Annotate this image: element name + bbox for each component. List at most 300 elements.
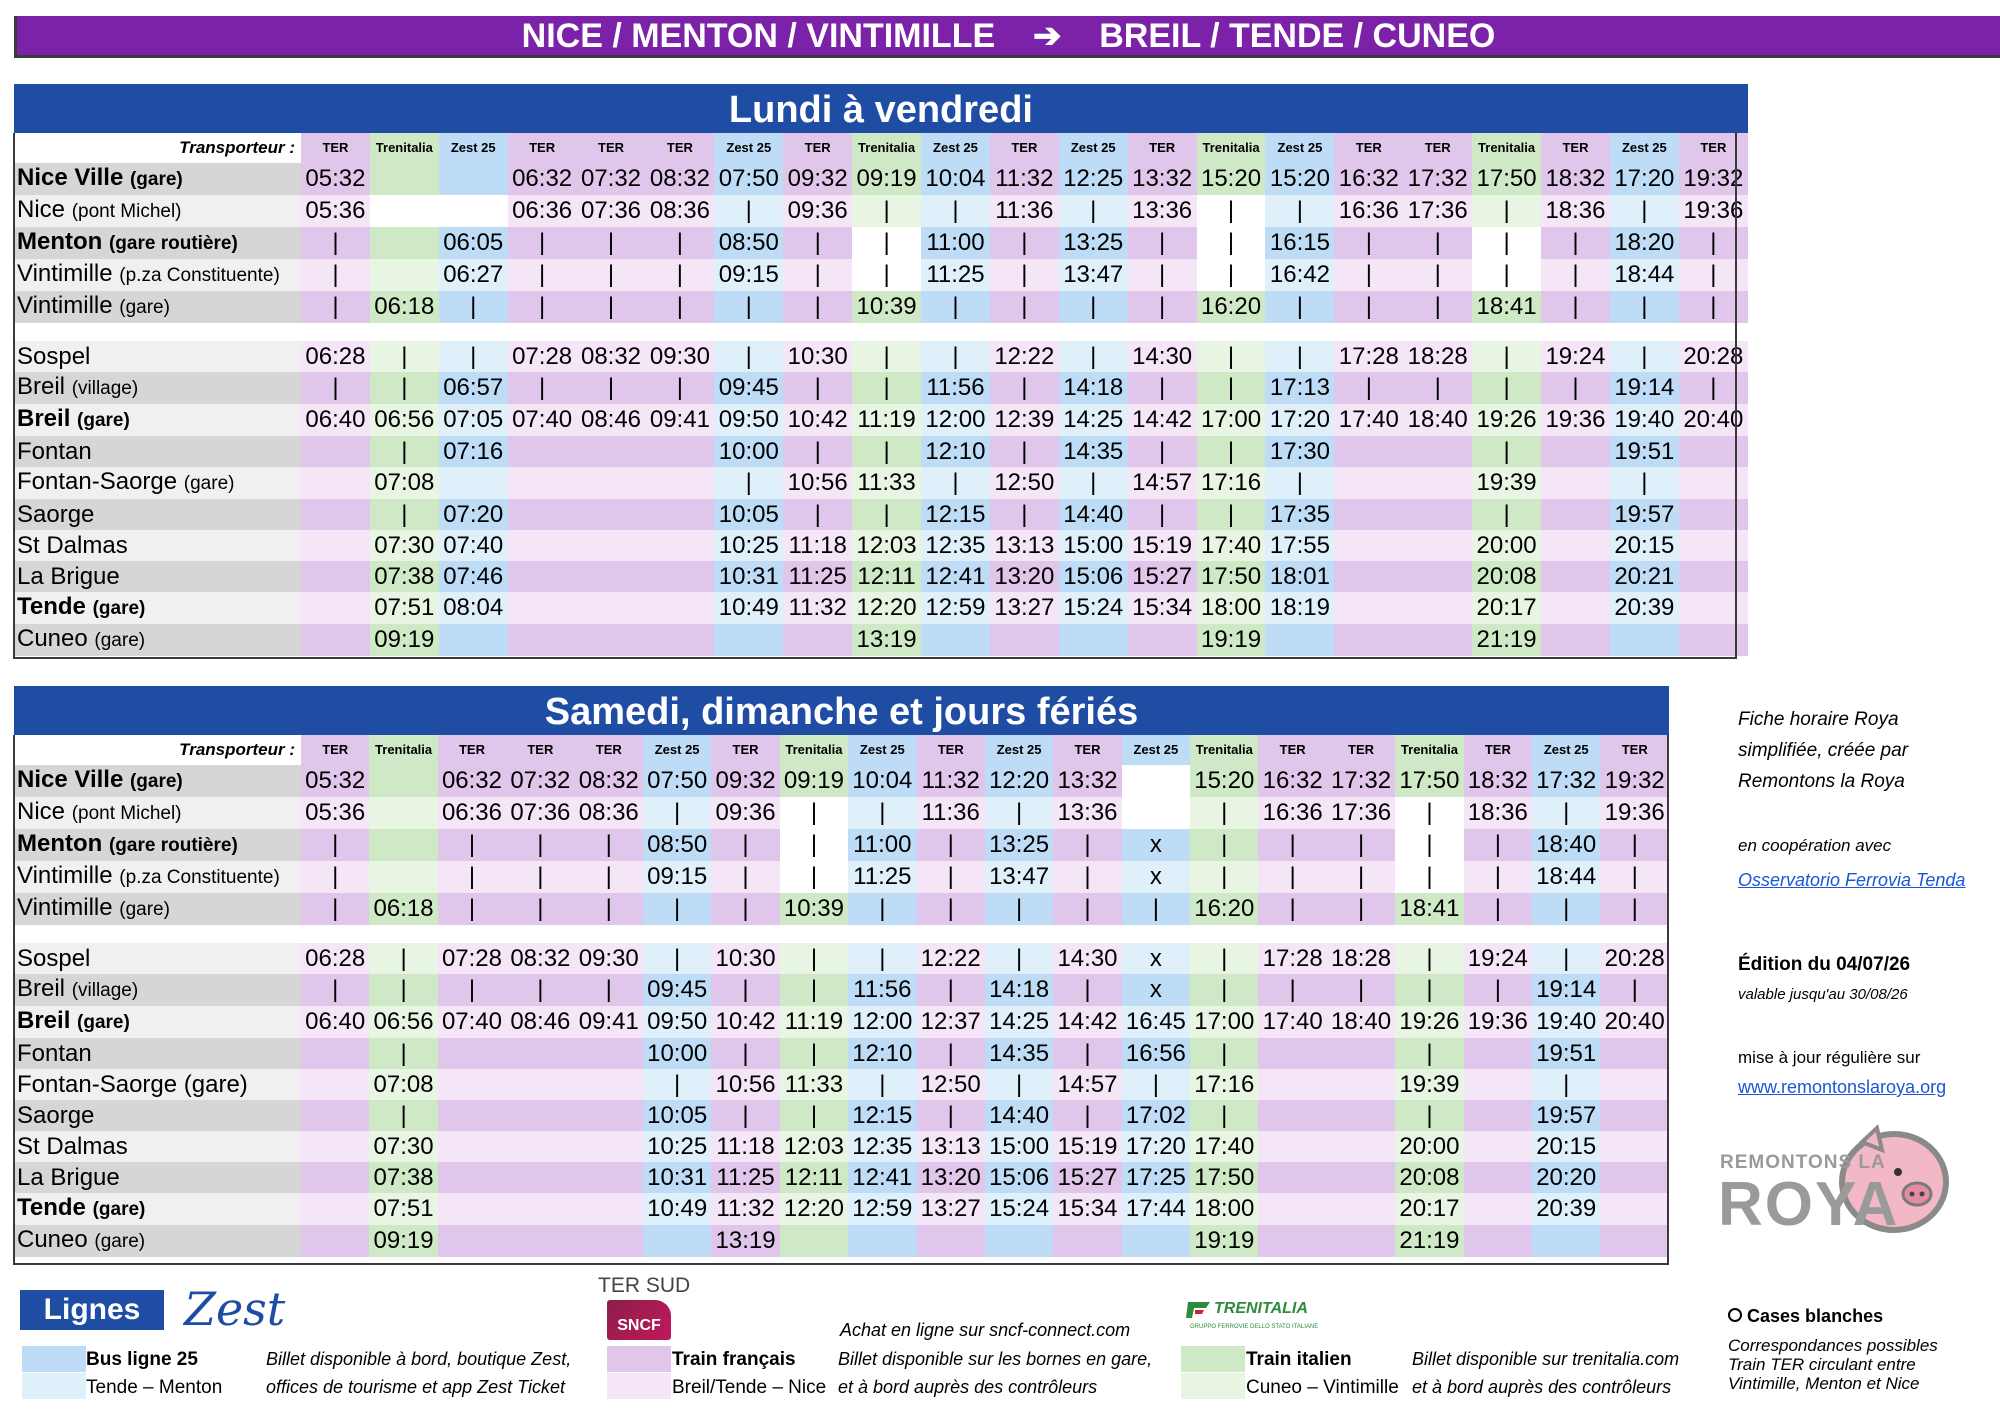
time-cell: 14:40	[985, 1100, 1053, 1131]
time-cell: 07:20	[439, 499, 508, 530]
credit-line-1: Fiche horaire Roya	[1738, 709, 1899, 730]
trenitalia-subtitle: GRUPPO FERROVIE DELLO STATO ITALIANE	[1190, 1324, 1319, 1330]
time-cell: 10:00	[714, 436, 783, 467]
station-label: Vintimille	[17, 862, 113, 889]
time-cell	[439, 195, 508, 227]
time-cell: 19:24	[1541, 341, 1610, 372]
time-cell: 20:17	[1472, 592, 1541, 624]
time-cell: |	[1532, 797, 1600, 829]
time-cell: |	[1532, 1069, 1600, 1100]
online-purchase: Achat en ligne sur sncf-connect.com	[840, 1320, 1131, 1340]
station-row	[14, 436, 1748, 467]
station-row	[14, 372, 1748, 404]
time-cell: |	[1610, 467, 1679, 499]
station-row	[14, 829, 1669, 861]
coop-link[interactable]: Osservatorio Ferrovia Tenda	[1738, 870, 1966, 890]
time-cell	[577, 624, 646, 656]
station-detail: (gare)	[77, 1012, 130, 1033]
time-cell: 10:42	[711, 1006, 779, 1038]
time-cell: |	[921, 341, 990, 372]
time-cell: |	[1679, 227, 1748, 259]
time-cell: |	[780, 943, 848, 974]
station-detail: (gare)	[119, 297, 170, 318]
time-cell: |	[1472, 436, 1541, 467]
ter-legend-title: Train français	[672, 1349, 796, 1370]
time-cell: 13:47	[985, 861, 1053, 893]
time-cell: 17:40	[1197, 530, 1266, 561]
station-label: Tende	[17, 1194, 86, 1221]
time-cell: 06:28	[301, 943, 369, 974]
time-cell: 20:17	[1395, 1193, 1463, 1225]
time-cell: 10:05	[714, 499, 783, 530]
carrier-header: Zest 25	[1532, 735, 1600, 765]
trenitalia-mark-icon	[1186, 1298, 1212, 1322]
time-cell	[577, 530, 646, 561]
time-cell	[645, 436, 714, 467]
time-cell: 19:40	[1610, 404, 1679, 436]
time-cell: 17:30	[1265, 436, 1334, 467]
station-detail: (gare)	[94, 630, 146, 651]
time-cell: |	[1190, 861, 1258, 893]
station-label: Cuneo	[17, 625, 88, 652]
time-cell: 15:00	[1059, 530, 1128, 561]
carrier-header: Trenitalia	[1197, 133, 1266, 163]
station-label: Sospel	[17, 944, 91, 972]
time-cell: |	[1128, 227, 1197, 259]
time-cell: 13:32	[1053, 765, 1121, 797]
italian-swatch-light	[1181, 1373, 1245, 1399]
time-cell: |	[301, 861, 369, 893]
time-cell: |	[1334, 259, 1403, 291]
time-cell: 17:40	[1190, 1131, 1258, 1162]
time-cell: 08:32	[506, 943, 574, 974]
time-cell: 12:37	[917, 1006, 985, 1038]
time-cell	[1679, 592, 1748, 624]
legend-title: Lignes	[20, 1290, 164, 1330]
time-cell: 06:57	[439, 372, 508, 404]
time-cell: |	[1327, 861, 1395, 893]
time-cell: |	[714, 291, 783, 323]
time-cell: |	[921, 195, 990, 227]
time-cell: |	[917, 861, 985, 893]
station-label: Saorge	[17, 1101, 95, 1129]
time-cell	[577, 561, 646, 592]
station-row	[14, 259, 1748, 291]
time-cell: |	[645, 259, 714, 291]
time-cell: 21:19	[1472, 624, 1541, 656]
time-cell: |	[301, 829, 369, 861]
time-cell: 10:25	[714, 530, 783, 561]
station-detail: (gare)	[77, 410, 130, 431]
time-cell: 13:25	[1059, 227, 1128, 259]
time-cell	[575, 1225, 643, 1257]
time-cell: 12:03	[852, 530, 921, 561]
time-cell: 08:50	[714, 227, 783, 259]
time-cell: 07:51	[369, 1193, 437, 1225]
station-name	[14, 1225, 301, 1257]
time-cell: 05:36	[301, 195, 370, 227]
time-cell: 16:32	[1334, 163, 1403, 195]
time-cell: |	[1472, 372, 1541, 404]
time-cell: 18:41	[1395, 893, 1463, 925]
time-cell: |	[1053, 1100, 1121, 1131]
station-name	[14, 893, 301, 925]
time-cell: |	[1327, 974, 1395, 1006]
time-cell: 20:08	[1472, 561, 1541, 592]
time-cell	[1464, 1038, 1532, 1069]
time-cell	[508, 561, 577, 592]
time-cell: |	[1600, 974, 1669, 1006]
time-cell	[1403, 624, 1472, 656]
time-cell: 16:15	[1265, 227, 1334, 259]
time-cell: 19:26	[1472, 404, 1541, 436]
time-cell: 17:28	[1334, 341, 1403, 372]
time-cell: 17:50	[1190, 1162, 1258, 1193]
time-cell: 12:11	[780, 1162, 848, 1193]
zest-logo: Zest	[184, 1282, 286, 1336]
time-cell: 20:28	[1679, 341, 1748, 372]
carrier-header: TER	[575, 735, 643, 765]
station-row	[14, 499, 1748, 530]
time-cell: 16:36	[1334, 195, 1403, 227]
time-cell	[1541, 499, 1610, 530]
time-cell: 20:40	[1600, 1006, 1669, 1038]
station-row	[14, 1069, 1669, 1100]
station-name	[14, 467, 301, 499]
time-cell: |	[575, 974, 643, 1006]
station-row	[14, 561, 1748, 592]
time-cell: |	[1679, 372, 1748, 404]
time-cell: |	[1472, 499, 1541, 530]
time-cell: |	[711, 829, 779, 861]
time-cell: 14:35	[1059, 436, 1128, 467]
time-cell	[783, 624, 852, 656]
station-detail: (gare routière)	[108, 835, 238, 856]
time-cell	[1600, 1193, 1669, 1225]
time-cell: 15:34	[1128, 592, 1197, 624]
time-cell: 09:19	[852, 163, 921, 195]
time-cell: 17:35	[1265, 499, 1334, 530]
time-cell: 10:00	[643, 1038, 711, 1069]
time-cell: |	[1610, 291, 1679, 323]
time-cell: 11:00	[848, 829, 916, 861]
time-cell: 10:39	[852, 291, 921, 323]
time-cell	[370, 259, 439, 291]
station-label: Cuneo	[17, 1226, 88, 1253]
sncf-logo: SNCF	[607, 1300, 671, 1340]
time-cell: 09:50	[643, 1006, 711, 1038]
italian-swatch-dark	[1181, 1346, 1245, 1372]
time-cell: 09:41	[575, 1006, 643, 1038]
station-name	[14, 436, 301, 467]
time-cell: |	[370, 499, 439, 530]
time-cell	[438, 1069, 506, 1100]
time-cell	[1600, 1038, 1669, 1069]
time-cell: 20:15	[1532, 1131, 1600, 1162]
time-cell: 19:32	[1679, 163, 1748, 195]
time-cell	[1327, 1162, 1395, 1193]
carrier-header: Zest 25	[985, 735, 1053, 765]
time-cell: 11:18	[783, 530, 852, 561]
time-cell	[506, 1131, 574, 1162]
white-cells-note	[1728, 1336, 1938, 1393]
time-cell: |	[1122, 1069, 1190, 1100]
time-cell: |	[508, 227, 577, 259]
time-cell: |	[1395, 1038, 1463, 1069]
carrier-header: TER	[1334, 133, 1403, 163]
time-cell: |	[852, 259, 921, 291]
weekday-timetable	[14, 84, 1748, 656]
time-cell: |	[1197, 372, 1266, 404]
time-cell: 12:10	[921, 436, 990, 467]
time-cell	[506, 1162, 574, 1193]
time-cell: 17:00	[1197, 404, 1266, 436]
time-cell: 08:36	[645, 195, 714, 227]
station-label: Sospel	[17, 342, 91, 370]
carrier-header: TER	[438, 735, 506, 765]
time-cell: 10:04	[921, 163, 990, 195]
time-cell: 18:44	[1610, 259, 1679, 291]
website-link[interactable]: www.remontonslaroya.org	[1738, 1077, 1947, 1097]
time-cell: 16:45	[1122, 1006, 1190, 1038]
time-cell: 18:40	[1403, 404, 1472, 436]
time-cell: 17:50	[1472, 163, 1541, 195]
time-cell: |	[1265, 195, 1334, 227]
carrier-header: Zest 25	[1059, 133, 1128, 163]
station-name	[14, 1193, 301, 1225]
time-cell	[1541, 530, 1610, 561]
time-cell: |	[1059, 291, 1128, 323]
time-cell: 06:27	[439, 259, 508, 291]
station-detail: (pont Michel)	[71, 803, 182, 824]
time-cell: 17:02	[1122, 1100, 1190, 1131]
time-cell: 14:42	[1053, 1006, 1121, 1038]
time-cell	[438, 1038, 506, 1069]
time-cell: |	[852, 499, 921, 530]
station-row	[14, 765, 1669, 797]
time-cell: |	[301, 372, 370, 404]
carrier-header: Trenitalia	[369, 735, 437, 765]
time-cell: 13:19	[852, 624, 921, 656]
time-cell	[1532, 1225, 1600, 1257]
station-name	[14, 1069, 301, 1100]
carrier-header: TER	[1403, 133, 1472, 163]
time-cell: |	[711, 861, 779, 893]
station-name	[14, 163, 301, 195]
time-cell: 08:04	[439, 592, 508, 624]
time-cell	[1679, 624, 1748, 656]
time-cell: 11:32	[783, 592, 852, 624]
time-cell: |	[1128, 436, 1197, 467]
time-cell: 09:32	[711, 765, 779, 797]
carrier-header: Trenitalia	[370, 133, 439, 163]
time-cell	[714, 624, 783, 656]
time-cell: |	[1258, 861, 1326, 893]
time-cell: |	[1190, 974, 1258, 1006]
time-cell	[645, 467, 714, 499]
time-cell: |	[852, 341, 921, 372]
timetable-title: Lundi à vendredi	[14, 86, 1748, 134]
time-cell: |	[1334, 372, 1403, 404]
time-cell	[1464, 1225, 1532, 1257]
carrier-header: Zest 25	[848, 735, 916, 765]
time-cell: 11:00	[921, 227, 990, 259]
time-cell: |	[369, 943, 437, 974]
time-cell: 09:19	[369, 1225, 437, 1257]
time-cell	[1327, 1100, 1395, 1131]
time-cell: 18:01	[1265, 561, 1334, 592]
time-cell: |	[990, 291, 1059, 323]
carrier-header: TER	[783, 133, 852, 163]
time-cell	[575, 1100, 643, 1131]
time-cell: |	[1395, 829, 1463, 861]
station-label: Nice	[17, 798, 66, 825]
carrier-header: Zest 25	[1265, 133, 1334, 163]
time-cell	[1541, 624, 1610, 656]
station-row	[14, 893, 1669, 925]
time-cell	[577, 467, 646, 499]
time-cell: |	[1532, 893, 1600, 925]
time-cell: 19:19	[1197, 624, 1266, 656]
station-detail: (p.za Constituente)	[119, 265, 280, 286]
time-cell: |	[1541, 227, 1610, 259]
time-cell: |	[783, 499, 852, 530]
time-cell	[1334, 530, 1403, 561]
time-cell: |	[990, 499, 1059, 530]
time-cell: |	[1395, 943, 1463, 974]
station-detail: (gare)	[129, 771, 183, 792]
station-name	[14, 1131, 301, 1162]
time-cell	[506, 1225, 574, 1257]
time-cell: |	[1197, 341, 1266, 372]
time-cell	[506, 1100, 574, 1131]
time-cell: 06:40	[301, 404, 370, 436]
time-cell	[1059, 624, 1128, 656]
time-cell	[643, 1225, 711, 1257]
time-cell	[645, 530, 714, 561]
time-cell: 18:28	[1327, 943, 1395, 974]
time-cell: |	[783, 259, 852, 291]
time-cell: 16:56	[1122, 1038, 1190, 1069]
time-cell: 13:13	[990, 530, 1059, 561]
time-cell: 18:40	[1327, 1006, 1395, 1038]
time-cell: 17:40	[1258, 1006, 1326, 1038]
time-cell: |	[1190, 797, 1258, 829]
time-cell: 09:30	[645, 341, 714, 372]
time-cell: 19:36	[1541, 404, 1610, 436]
time-cell: |	[506, 829, 574, 861]
station-name	[14, 341, 301, 372]
carrier-header: Trenitalia	[1472, 133, 1541, 163]
time-cell: 19:24	[1464, 943, 1532, 974]
time-cell: 12:10	[848, 1038, 916, 1069]
time-cell: 17:36	[1403, 195, 1472, 227]
time-cell: |	[645, 227, 714, 259]
time-cell: 21:19	[1395, 1225, 1463, 1257]
time-cell	[506, 1193, 574, 1225]
time-cell: 13:13	[917, 1131, 985, 1162]
time-cell: x	[1122, 943, 1190, 974]
carrier-header: Zest 25	[714, 133, 783, 163]
time-cell: 10:56	[783, 467, 852, 499]
carrier-header: Zest 25	[921, 133, 990, 163]
time-cell: |	[438, 861, 506, 893]
time-cell: 12:35	[848, 1131, 916, 1162]
time-cell: 19:39	[1395, 1069, 1463, 1100]
time-cell: |	[1472, 195, 1541, 227]
time-cell	[577, 436, 646, 467]
time-cell: 07:36	[577, 195, 646, 227]
time-cell: 11:19	[852, 404, 921, 436]
station-row	[14, 530, 1748, 561]
station-detail: (gare)	[119, 899, 170, 920]
time-cell	[1541, 561, 1610, 592]
station-row	[14, 943, 1669, 974]
time-cell: 09:45	[643, 974, 711, 1006]
time-cell	[1610, 624, 1679, 656]
time-cell: |	[577, 291, 646, 323]
time-cell	[1122, 765, 1190, 797]
time-cell: |	[1403, 291, 1472, 323]
time-cell	[577, 499, 646, 530]
time-cell	[508, 499, 577, 530]
time-cell: 17:20	[1610, 163, 1679, 195]
bus-note-1: Billet disponible à bord, boutique Zest,	[266, 1349, 572, 1369]
time-cell: 07:30	[369, 1131, 437, 1162]
time-cell: 13:36	[1128, 195, 1197, 227]
time-cell: |	[852, 372, 921, 404]
time-cell: x	[1122, 829, 1190, 861]
station-label: Nice Ville	[17, 766, 124, 793]
time-cell: 06:32	[438, 765, 506, 797]
time-cell	[508, 530, 577, 561]
time-cell: |	[643, 943, 711, 974]
station-name	[14, 592, 301, 624]
station-row	[14, 974, 1669, 1006]
time-cell: 17:16	[1190, 1069, 1258, 1100]
time-cell: |	[1053, 829, 1121, 861]
time-cell: 13:19	[711, 1225, 779, 1257]
carrier-header: TER	[1327, 735, 1395, 765]
station-detail: (village)	[71, 378, 139, 399]
time-cell: 15:19	[1128, 530, 1197, 561]
carrier-header: TER	[990, 133, 1059, 163]
time-cell: 07:08	[369, 1069, 437, 1100]
time-cell: |	[1679, 291, 1748, 323]
station-label: St Dalmas	[17, 531, 128, 559]
carrier-header: TER	[301, 133, 370, 163]
carrier-header: TER	[1679, 133, 1748, 163]
time-cell: |	[1053, 861, 1121, 893]
time-cell	[1334, 561, 1403, 592]
time-cell: |	[577, 259, 646, 291]
time-cell: |	[711, 1100, 779, 1131]
time-cell: |	[1265, 341, 1334, 372]
time-cell: |	[1265, 291, 1334, 323]
time-cell: 07:28	[438, 943, 506, 974]
time-cell: |	[575, 861, 643, 893]
time-cell: |	[1190, 829, 1258, 861]
time-cell: |	[714, 195, 783, 227]
time-cell: |	[848, 943, 916, 974]
time-cell: 15:24	[985, 1193, 1053, 1225]
station-row	[14, 1131, 1669, 1162]
time-cell	[438, 1225, 506, 1257]
station-row	[14, 1100, 1669, 1131]
carrier-row-label: Transporteur :	[14, 735, 301, 765]
station-label: Fontan-Saorge (gare)	[17, 1070, 248, 1098]
time-cell: 17:28	[1258, 943, 1326, 974]
